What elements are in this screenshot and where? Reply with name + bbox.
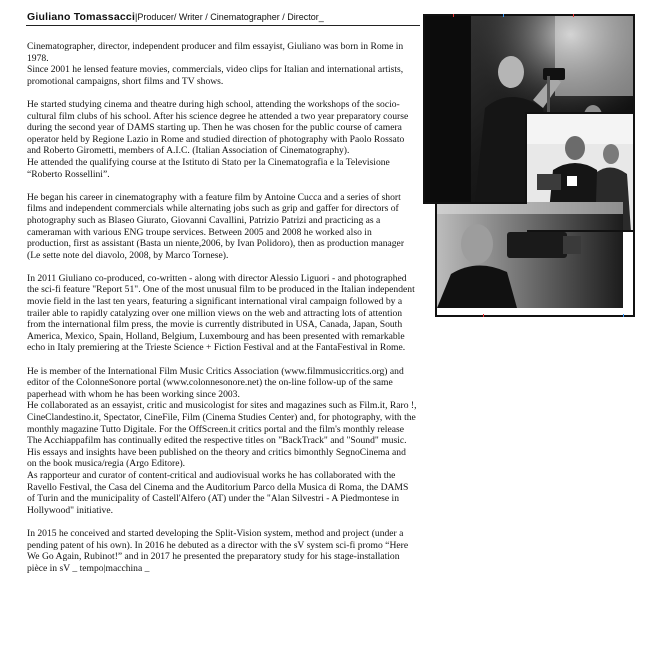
photo-operator-looking-up [437,202,623,308]
bio-paragraph: In 2011 Giuliano co-produced, co-written - along with director Alessio Liguori - and photographed the sci-fi feature "Report 51". One of the most unusual film to be produced in the Italian independent movie field in the last ten years, featuring a significant international viral campaign followed by a trailer able to rapidly catalyzing over one million views on the web and attracting lots of attention from the international film press, the movie is currently distributed in USA, Canada, Japan, South America, Mexico, Spain, Holland, Belgium, Luxembourg and has been presented with remarkable echo in Italy premiering at the Trieste Science + Fiction Festival and at the FantaFestival in Rome. [27,272,415,354]
bio-paragraph: He started studying cinema and theatre during high school, attending the workshops of the socio-cultural film clubs of his school. After his science degree he attended a two year preparatory course during the second year of DAMS starting up. Then he was chosen for the public course of camera operator held by Regione Lazio in Rome and studied direction of photography with Paolo Rossato and Roberto Girometti, members of A.I.C. (Italian Association of Cinematography). He attended the qualifying course at the Istituto di Stato per la Cinematografia e la Televisione “Roberto Rossellini”. [27,98,409,180]
photo-collage [423,14,635,317]
bio-paragraph: In 2015 he conceived and started developing the Split-Vision system, method and project (under a pending patent of his own). In 2016 he debuted as a director with the sV system sci-fi promo “Here We Go Again, Rubinot!” and in 2017 he presented the preparatory study for his stage-installation pièce in sV _ tempo|macchina _ [27,527,409,574]
header-rule [26,25,420,26]
bio-paragraph: Cinematographer, director, independent producer and film essayist, Giuliano was born in Rome in 1978. Since 2001 he lensed feature movies, commercials, video clips for Italian and international artists, promotional campaigns, short films and TV shows. [27,41,404,87]
bio-paragraph: He began his career in cinematography with a feature film by Antoine Cucca and a series of short films and independent commercials while alternating jobs such as grip and gaffer for directors of photography such as Blaseo Giurato, Giovanni Cavallini, Patrizio Patrizi and practicing as a cameraman with various ENG troupe services. Between 2005 and 2008 he worked also in production, first as assistant (Basta un niente,2006, by Ivan Polidoro), then as production manager (Le sette note del diavolo, 2008, by Marco Tornese). [27,191,405,261]
bio-paragraph: He is member of the International Film Music Critics Association (www.filmmusiccritics.org) and editor of the ColonneSonore portal (www.colonnesonore.net) the on-line follow-up of the same paperhead with whom he has been working since 2003. He collaborated as an essayist, critic and musicologist for sites and magazines such as Film.it, Raro !, CineClandestino.it, Spectator, CineFile, Film (Cinema Studies Center) and, for photography, with the monthly magazine Tutto Digitale. For the OffScreen.it critics portal and the film's monthly release The Acchiappafilm has continually edited the respective titles on "BackTrack" and "Sound" music. His essays and insights have been published on the theory and critics bimonthly SegnoCinema and on the book musica/regia (Argo Editore). As rapporteur and curator of content-critical and audiovisual works he has collaborated with the Ravello Festival, the Casa del Cinema and the Auditorium Parco della Musica di Roma, the DAMS of Turin and the municipality of Castell'Alfero (AT) under the "Alan Silvestri - A Piedmontese in Hollywood" initiative. [27,365,417,516]
author-name: Giuliano Tomassacci [27,11,136,23]
page-header [0,9,420,31]
biography [27,41,417,574]
author-roles: |Producer/ Writer / Cinematographer / Director_ [135,12,324,22]
